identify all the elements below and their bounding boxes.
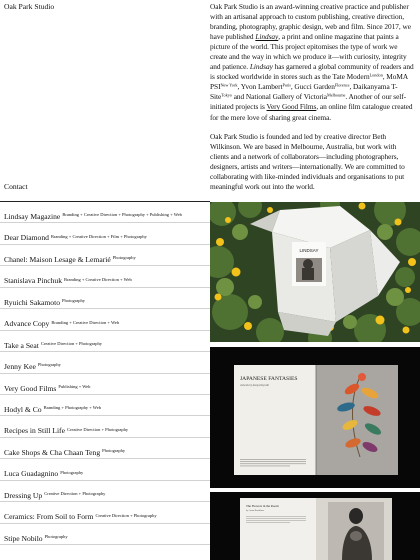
project-item-stipe-nobilo[interactable] (0, 524, 210, 545)
city-label: Melbourne (326, 92, 346, 98)
project-tags: Photography (112, 255, 136, 261)
about-text-run: , an online film catalogue created for the mere love of sharing great cinema. (210, 102, 413, 122)
thumbnail-stipe-nobilo[interactable] (210, 492, 420, 560)
book-title: The Flowers in the Room (246, 504, 279, 508)
project-title: Advance Copy (4, 319, 50, 329)
project-tags: Photography (62, 298, 86, 304)
about-text (210, 2, 416, 201)
project-tags: Photography (44, 533, 68, 539)
project-item-lindsay-magazine[interactable] (0, 202, 210, 223)
city-label: London (369, 72, 383, 78)
project-tags: Branding + Creative Direction + Web (64, 276, 132, 282)
about-text-run: , Gucci Garden (290, 82, 335, 92)
project-item-hodyl-co[interactable] (0, 395, 210, 416)
project-list (0, 202, 210, 545)
project-tags: Branding + Creative Direction + Web (51, 319, 120, 325)
project-item-chanel[interactable] (0, 245, 210, 266)
project-title: Very Good Films (4, 383, 57, 393)
contact-link[interactable]: Contact (4, 182, 28, 191)
city-label: Florence (334, 82, 350, 88)
project-title: Take a Seat (4, 340, 39, 350)
about-text-run: , MoMA PSI (210, 72, 408, 92)
project-item-very-good-films[interactable] (0, 374, 210, 395)
project-tags: Photography (102, 448, 126, 454)
project-item-cake-shops[interactable] (0, 438, 210, 459)
project-title: Stipe Nobilo (4, 533, 43, 543)
project-item-jenny-kee[interactable] (0, 352, 210, 373)
project-title: Jenny Kee (4, 362, 36, 372)
about-paragraph-1 (210, 2, 416, 123)
project-tags: Creative Direction + Photography (66, 426, 129, 432)
project-item-ryuichi-sakamoto[interactable] (0, 288, 210, 309)
book-byline: Artwork by Atsuya Kiyoshi (240, 384, 269, 387)
project-item-recipes-in-still-life[interactable] (0, 416, 210, 437)
very-good-films-link[interactable]: Very Good Films (266, 102, 317, 112)
lindsay-photo (210, 202, 420, 342)
book-title: JAPANESE FANTASIES (240, 376, 298, 382)
project-title: Dear Diamond (4, 233, 49, 243)
thumbnail-lindsay-magazine[interactable] (210, 202, 420, 342)
lindsay-italic: Lindsay (249, 62, 273, 72)
project-tags: Creative Direction + Photography (95, 512, 157, 518)
project-tags: Branding + Creative Direction + Film + Photography (50, 233, 147, 239)
project-item-dear-diamond[interactable] (0, 223, 210, 244)
book-byline: by Anna Bradshaw (246, 509, 265, 512)
project-item-luca-guadagnino[interactable] (0, 459, 210, 480)
project-tags: Creative Direction + Photography (44, 491, 106, 497)
thumbnail-japanese-fantasies[interactable] (210, 347, 420, 488)
project-tags: Creative Direction + Photography (40, 341, 103, 347)
project-item-take-a-seat[interactable] (0, 331, 210, 352)
about-text-run: , a print and online magazine that paints a picture of the world. This project epitomises the type of work we create and the way in which we produce it—with curiosity, integrity and patience. (210, 32, 407, 72)
about-paragraph-2: Oak Park Studio is founded and led by creative director Beth Wilkinson. We are based in Melbourne, Australia, but work with clients and a network of collaborators—including photographers, designers, artists and writers—internationally. We are committed to collaborating with like-minded individuals and organisations to put meaningful work out into the world. (210, 131, 405, 191)
project-title: Ryuichi Sakamoto (4, 297, 61, 307)
magazine-cover-label: LINDSAY (299, 248, 319, 253)
project-item-stanislava-pinchuk[interactable] (0, 266, 210, 287)
project-tags: Branding + Photography + Web (43, 405, 101, 411)
project-item-advance-copy[interactable] (0, 309, 210, 330)
project-title: Lindsay Magazine (4, 212, 61, 221)
book-photo (210, 492, 420, 560)
project-title: Stanislava Pinchuk (4, 276, 63, 286)
about-text-run: , Yvon Lambert (237, 82, 283, 92)
project-item-dressing-up[interactable] (0, 481, 210, 502)
about-text-run: and National Gallery of Victoria (231, 92, 327, 102)
project-title: Hodyl & Co (4, 404, 42, 414)
lindsay-link[interactable]: Lindsay (255, 32, 279, 42)
project-title: Recipes in Still Life (4, 426, 65, 436)
about-text-run: Oak Park Studio is an award-winning creative practice and publisher with an artisanal approach to custom publishing, creative direction, branding, photography, graphic design, web and film. Since 2017, we have published (210, 2, 411, 42)
site-title[interactable]: Oak Park Studio (4, 2, 55, 11)
project-title: Luca Guadagnino (4, 469, 59, 479)
about-text-run: has garnered a global community of readers and is stocked worldwide in stores such as the Tate Modern (210, 62, 414, 82)
city-label: Paris (282, 82, 291, 88)
project-title: Chanel: Maison Lesage & Lemarié (4, 254, 111, 264)
city-label: Tokyo (221, 92, 232, 98)
about-text-run: . Another of our self-initiated projects is (210, 92, 407, 112)
project-tags: Publishing + Web (58, 383, 91, 389)
project-title: Cake Shops & Cha Chaan Teng (4, 447, 101, 457)
about-text-run: , Daikanyama T-Site (210, 82, 398, 102)
japanese-fantasies-photo (210, 347, 420, 488)
city-label: New York (220, 82, 238, 88)
project-tags: Photography (60, 469, 84, 475)
project-item-ceramics[interactable] (0, 502, 210, 523)
project-title: Dressing Up (4, 490, 43, 500)
project-tags: Branding + Creative Direction + Photography + Publishing + Web (62, 212, 182, 218)
project-tags: Photography (37, 362, 61, 368)
project-title: Ceramics: From Soil to Form (4, 512, 94, 522)
